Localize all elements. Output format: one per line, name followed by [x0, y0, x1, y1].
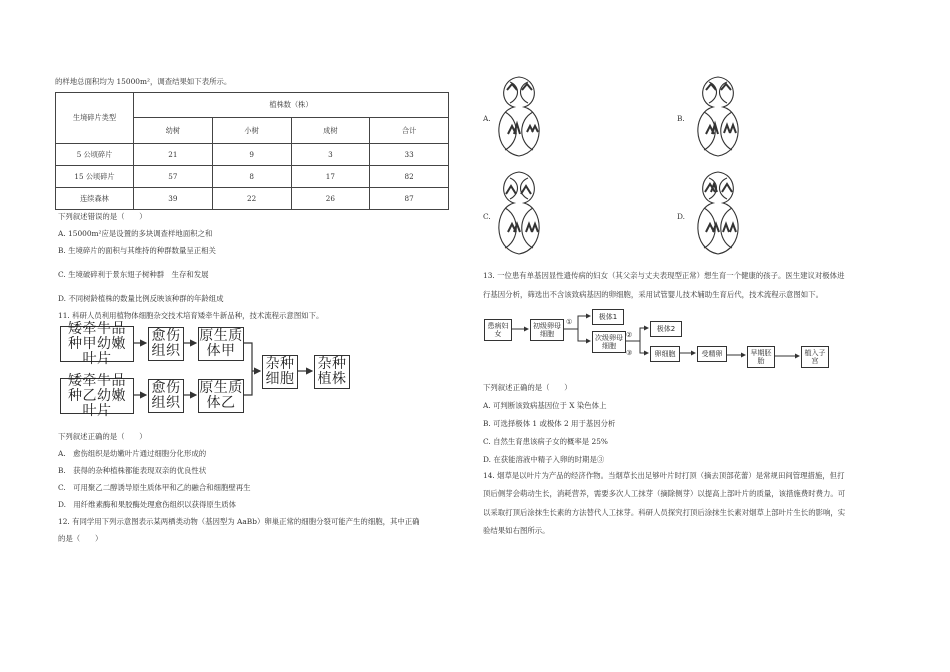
table-group-header: 植株数（株） — [134, 93, 449, 118]
flow-box-primary-oocyte: 初级卵母细胞 — [530, 319, 564, 341]
q11-option-d: D. 用纤维素酶和果胶酶处理愈伤组织以获得原生质体 — [58, 500, 236, 509]
flow-box-hybrid-plant: 杂种植株 — [314, 355, 350, 389]
q12-option-a-label: A. — [483, 114, 491, 123]
flow-box-fertilized-egg: 受精卵 — [697, 346, 727, 362]
table-cell: 5 公顷碎片 — [56, 144, 134, 166]
q11-stem: 11. 科研人员利用植物体细胞杂交技术培育矮牵牛新品种，技术流程示意图如下。 — [58, 311, 324, 320]
table-cell: 17 — [291, 166, 370, 188]
flow-box-secondary-oocyte: 次级卵母细胞 — [592, 331, 626, 353]
table-cell: 21 — [134, 144, 213, 166]
table-cell: 57 — [134, 166, 213, 188]
flow-box-protoplast-a: 原生质体甲 — [199, 328, 243, 359]
q13-stem-line1: 13. 一位患有单基因显性遗传病的妇女（其父亲与丈夫表现型正常）想生育一个健康的孩子。医生建议对极体进 — [483, 271, 845, 280]
flow-box-hybrid-cell: 杂种细胞 — [262, 355, 298, 389]
flow-box-egg-cell: 卵细胞 — [650, 346, 680, 362]
flow-step-1: ① — [566, 318, 573, 326]
q14-line2: 顶后侧芽会萌动生长，消耗营养，需要多次人工抹芽（摘除侧芽）以提高上部叶片的质量，该措施费时费力。可 — [483, 489, 846, 498]
table-row-header: 生境碎片类型 — [56, 93, 134, 144]
q12-option-c-label: C. — [483, 212, 491, 221]
flow-box-polar-body-1: 极体1 — [592, 309, 624, 325]
q12-stem-line2: 的是（ ） — [58, 534, 103, 543]
q13-option-a: A. 可判断该致病基因位于 X 染色体上 — [483, 401, 607, 410]
q12-option-b-label: B. — [677, 114, 685, 123]
q13-option-d: D. 在获能溶液中精子入卵的时期是③ — [483, 455, 605, 464]
q11-option-b: B. 获得的杂种植株都能表现双亲的优良性状 — [58, 466, 207, 475]
table-cell: 9 — [212, 144, 291, 166]
q10-intro: 的样地总面积均为 15000m²，调查结果如下表所示。 — [55, 77, 232, 86]
table-cell: 87 — [370, 188, 449, 210]
q13-question: 下列叙述正确的是（ ） — [483, 383, 572, 392]
q12-option-d-label: D. — [677, 212, 686, 221]
flow-box-polar-body-2: 极体2 — [650, 321, 682, 337]
q10-option-b: B. 生境碎片的面积与其维持的种群数量呈正相关 — [58, 246, 216, 255]
flow-box-patient: 患病妇女 — [484, 319, 512, 341]
q14-line1: 14. 烟草是以叶片为产品的经济作物。当烟草长出足够叶片时打顶（摘去顶部花蕾）是常规田间管理措施，但打 — [483, 471, 845, 480]
table-col-header: 成树 — [291, 118, 370, 144]
table-cell: 39 — [134, 188, 213, 210]
table-cell: 22 — [212, 188, 291, 210]
table-col-header: 合计 — [370, 118, 449, 144]
table-cell: 82 — [370, 166, 449, 188]
q11-option-a: A. 愈伤组织是幼嫩叶片通过细胞分化形成的 — [58, 449, 207, 458]
flow-box-implant-uterus: 植入子宫 — [801, 346, 829, 368]
q14-line4: 验结果如右图所示。 — [483, 526, 550, 535]
table-cell: 连续森林 — [56, 188, 134, 210]
q14-line3: 以采取打顶后涂抹生长素的方法替代人工抹芽。科研人员探究打顶后涂抹生长素对烟草上部叶片生长的影响，实 — [483, 508, 846, 517]
q10-option-c: C. 生境破碎利于景东翅子树种群 生存和发展 — [58, 270, 209, 279]
flow-box-source-b: 矮牵牛品种乙幼嫩叶片 — [60, 378, 134, 414]
q13-option-b: B. 可选择极体 1 或极体 2 用于基因分析 — [483, 419, 616, 428]
flow-step-3: ③ — [626, 349, 633, 357]
q12-stem-line1: 12. 有同学用下列示意图表示某两栖类动物（基因型为 AaBb）卵巢正常的细胞分裂可能产生的细胞，其中正确 — [58, 517, 420, 526]
table-cell: 3 — [291, 144, 370, 166]
q11-option-c: C. 可用聚乙二醇诱导原生质体甲和乙的融合和细胞壁再生 — [58, 483, 251, 492]
flow-step-2: ② — [626, 331, 633, 339]
table-cell: 8 — [212, 166, 291, 188]
flow-box-early-embryo: 早期胚胎 — [747, 346, 775, 368]
q11-question: 下列叙述正确的是（ ） — [58, 432, 147, 441]
q10-option-d: D. 不同树龄植株的数量比例反映该种群的年龄组成 — [58, 294, 224, 303]
table-col-header: 小树 — [212, 118, 291, 144]
q13-stem-line2: 行基因分析，筛选出不含该致病基因的卵细胞，采用试管婴儿技术辅助生育后代，技术流程示意图如下。 — [483, 290, 823, 299]
flow-box-protoplast-b: 原生质体乙 — [199, 380, 243, 411]
flow-box-source-a: 矮牵牛品种甲幼嫩叶片 — [60, 326, 134, 362]
table-cell: 15 公顷碎片 — [56, 166, 134, 188]
table-cell: 26 — [291, 188, 370, 210]
table-col-header: 幼树 — [134, 118, 213, 144]
flow-box-callus-b: 愈伤组织 — [148, 379, 184, 413]
q10-option-a: A. 15000m²应是设置的多块调查样地面积之和 — [58, 229, 213, 238]
q10-stem: 下列叙述错误的是（ ） — [58, 212, 147, 221]
flow-box-callus-a: 愈伤组织 — [148, 327, 184, 361]
q13-option-c: C. 自然生育患该病子女的概率是 25% — [483, 437, 608, 446]
table-cell: 33 — [370, 144, 449, 166]
